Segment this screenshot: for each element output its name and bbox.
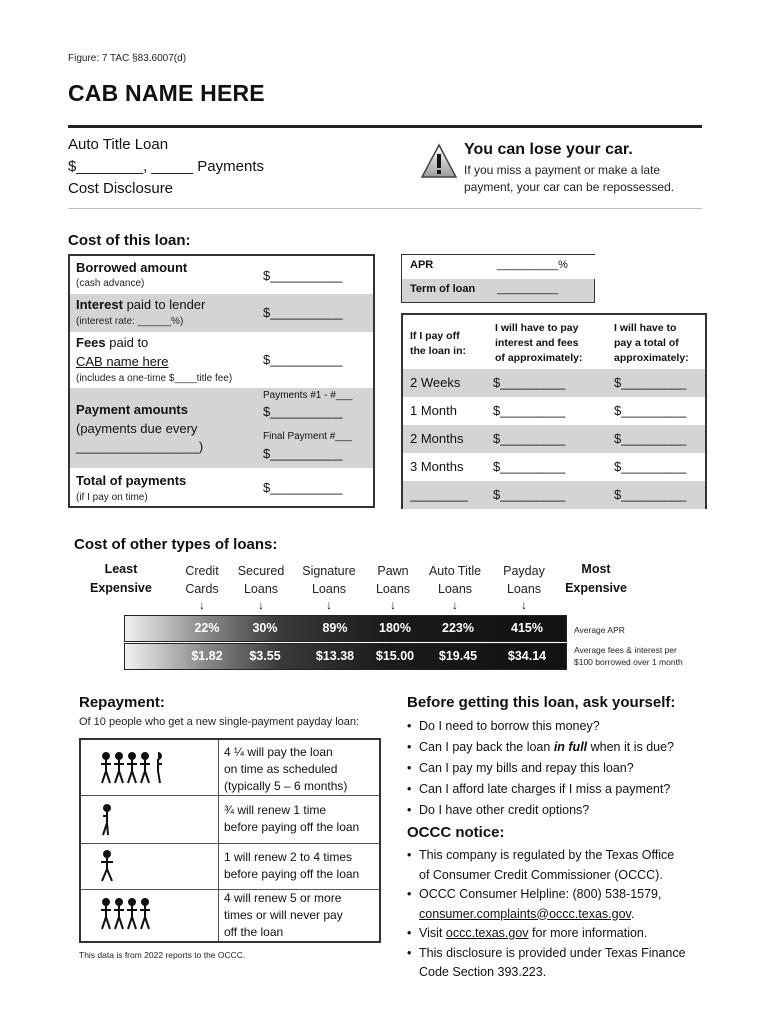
payoff-row: 2 Months $_________ $_________ (403, 425, 705, 453)
borrowed-row: Borrowed amount (cash advance) $__________ (76, 260, 343, 289)
loan-type-label: Secured Loans (237, 564, 285, 596)
loan-type-label: Credit Cards (185, 564, 219, 596)
question-item: • Can I afford late charges if I miss a payment? (407, 779, 674, 800)
total-row: Total of payments (if I pay on time) $__________ (76, 473, 343, 503)
term-value[interactable]: __________ (497, 283, 559, 295)
borrowed-value[interactable]: $__________ (263, 268, 343, 283)
disclosure-header (68, 134, 264, 200)
down-arrow-icon: ↓ (326, 598, 332, 612)
fee-value-label: $19.45 (438, 649, 478, 663)
notice-item: • This disclosure is provided under Texas Finance Code Section 393.223. (407, 944, 686, 983)
average-apr-note: Average APR (574, 625, 625, 635)
apr-box: APR __________% Term of loan __________ (401, 254, 595, 303)
repayment-row: 4 ¼ will pay the loan on time as scheduled (typically 5 – 6 months) (81, 740, 379, 796)
repayment-row: 4 will renew 5 or more times or will never pay off the loan (81, 890, 379, 941)
loan-type-label: Auto Title Loan (68, 136, 169, 153)
final-payment-value[interactable]: $__________ (263, 446, 343, 461)
most-expensive-label: Most Expensive (565, 562, 627, 595)
repayment-row: 1 will renew 2 to 4 times before paying off the loan (81, 844, 379, 890)
payments-row: Payment amounts (payments due every _________________) Payments #1 - #___ $__________ Final Payment #___ $__________ (70, 388, 373, 468)
cost-disclosure-label: Cost Disclosure (68, 180, 174, 197)
apr-value-label: 89% (322, 621, 348, 635)
warning-title: You can lose your car. (464, 141, 633, 158)
repayment-subheading: Of 10 people who get a new single-payment payday loan: (79, 716, 360, 728)
least-expensive-label: Least Expensive (90, 562, 152, 595)
complaints-email-link[interactable]: consumer.complaints@occc.texas.gov (419, 906, 631, 921)
apr-gradient-bar (124, 615, 567, 642)
apr-value-label: 180% (379, 621, 411, 635)
fees-row: Fees paid to CAB name here (includes a one-time $____title fee) $__________ (76, 335, 343, 384)
fee-value-label: $34.14 (507, 649, 547, 663)
interest-row: Interest paid to lender (interest rate: ______%) $__________ (70, 294, 373, 332)
question-item: • Can I pay my bills and repay this loan? (407, 758, 674, 779)
fee-value-label: $1.82 (191, 649, 223, 663)
interest-value[interactable]: $__________ (263, 305, 343, 320)
question-item: • Can I pay back the loan in full when it is due? (407, 737, 674, 758)
cab-name-link: CAB name here (76, 354, 169, 369)
repayment-row: ¾ will renew 1 time before paying off the loan (81, 796, 379, 844)
person-icon (99, 850, 115, 884)
down-arrow-icon: ↓ (199, 598, 205, 612)
warning-triangle-icon (420, 143, 458, 179)
payoff-row: ________ $_________ $_________ (403, 481, 705, 509)
apr-value-label: 30% (252, 621, 278, 635)
payoff-col2-header: I will have to pay interest and fees of approximately: (495, 322, 583, 364)
occc-website-link[interactable]: occc.texas.gov (445, 926, 529, 940)
loan-type-label: Auto Title Loans (428, 564, 482, 596)
loan-type-label: Payday Loans (503, 564, 545, 596)
repayment-heading: Repayment: (79, 694, 165, 711)
down-arrow-icon: ↓ (390, 598, 396, 612)
other-loans-heading: Cost of other types of loans: (74, 536, 278, 553)
loan-type-label: Signature Loans (302, 564, 356, 596)
loan-type-label: Pawn Loans (375, 564, 411, 596)
payments-label: $________, _____ Payments (68, 158, 264, 175)
ask-yourself-list (407, 716, 674, 821)
data-source-note: This data is from 2022 reports to the OCCC. (79, 950, 246, 960)
people-group-icon (99, 752, 167, 786)
cost-heading: Cost of this loan: (68, 232, 191, 249)
payoff-col1-header: If I pay off the loan in: (410, 330, 466, 357)
warning-body: If you miss a payment or make a late payment, your car can be repossessed. (464, 163, 675, 194)
payoff-row: 3 Months $_________ $_________ (410, 459, 687, 474)
header-rule (68, 125, 702, 128)
apr-value-label: 223% (442, 621, 474, 635)
apr-value[interactable]: __________% (497, 259, 568, 271)
payoff-col3-header: I will have to pay a total of approximately: (614, 322, 689, 364)
people-group-icon (99, 898, 155, 932)
payoff-table (401, 313, 707, 509)
ask-yourself-heading: Before getting this loan, ask yourself: (407, 694, 676, 711)
fees-gradient-bar (124, 643, 567, 670)
payment-amount-value[interactable]: $__________ (263, 404, 343, 419)
person-partial-icon (101, 804, 115, 838)
payoff-row: 1 Month $_________ $_________ (410, 403, 687, 418)
average-fees-note: Average fees & interest per $100 borrowed over 1 month (574, 645, 683, 667)
question-item: • Do I need to borrow this money? (407, 716, 674, 737)
occc-notice-list (407, 846, 686, 983)
fees-value[interactable]: $__________ (263, 352, 343, 367)
fee-value-label: $13.38 (315, 649, 355, 663)
notice-item: • This company is regulated by the Texas Office of Consumer Credit Commissioner (OCCC). (407, 846, 686, 885)
total-value[interactable]: $__________ (263, 480, 343, 495)
occc-notice-heading: OCCC notice: (407, 824, 505, 841)
fee-value-label: $15.00 (375, 649, 415, 663)
down-arrow-icon: ↓ (452, 598, 458, 612)
cost-table (68, 254, 375, 508)
down-arrow-icon: ↓ (521, 598, 527, 612)
fee-value-label: $3.55 (249, 649, 281, 663)
figure-label: Figure: 7 TAC §83.6007(d) (68, 53, 187, 64)
notice-item: • OCCC Consumer Helpline: (800) 538-1579, consumer.complaints@occc.texas.gov. (407, 885, 686, 924)
down-arrow-icon: ↓ (258, 598, 264, 612)
apr-value-label: 415% (511, 621, 543, 635)
apr-value-label: 22% (194, 621, 220, 635)
question-item: • Do I have other credit options? (407, 800, 674, 821)
header-divider (68, 208, 702, 209)
cab-name-title: CAB NAME HERE (68, 80, 265, 106)
payoff-row: 2 Weeks $_________ $_________ (403, 369, 705, 397)
notice-item: • Visit occc.texas.gov for more information. (407, 924, 686, 944)
repayment-table (79, 738, 381, 943)
